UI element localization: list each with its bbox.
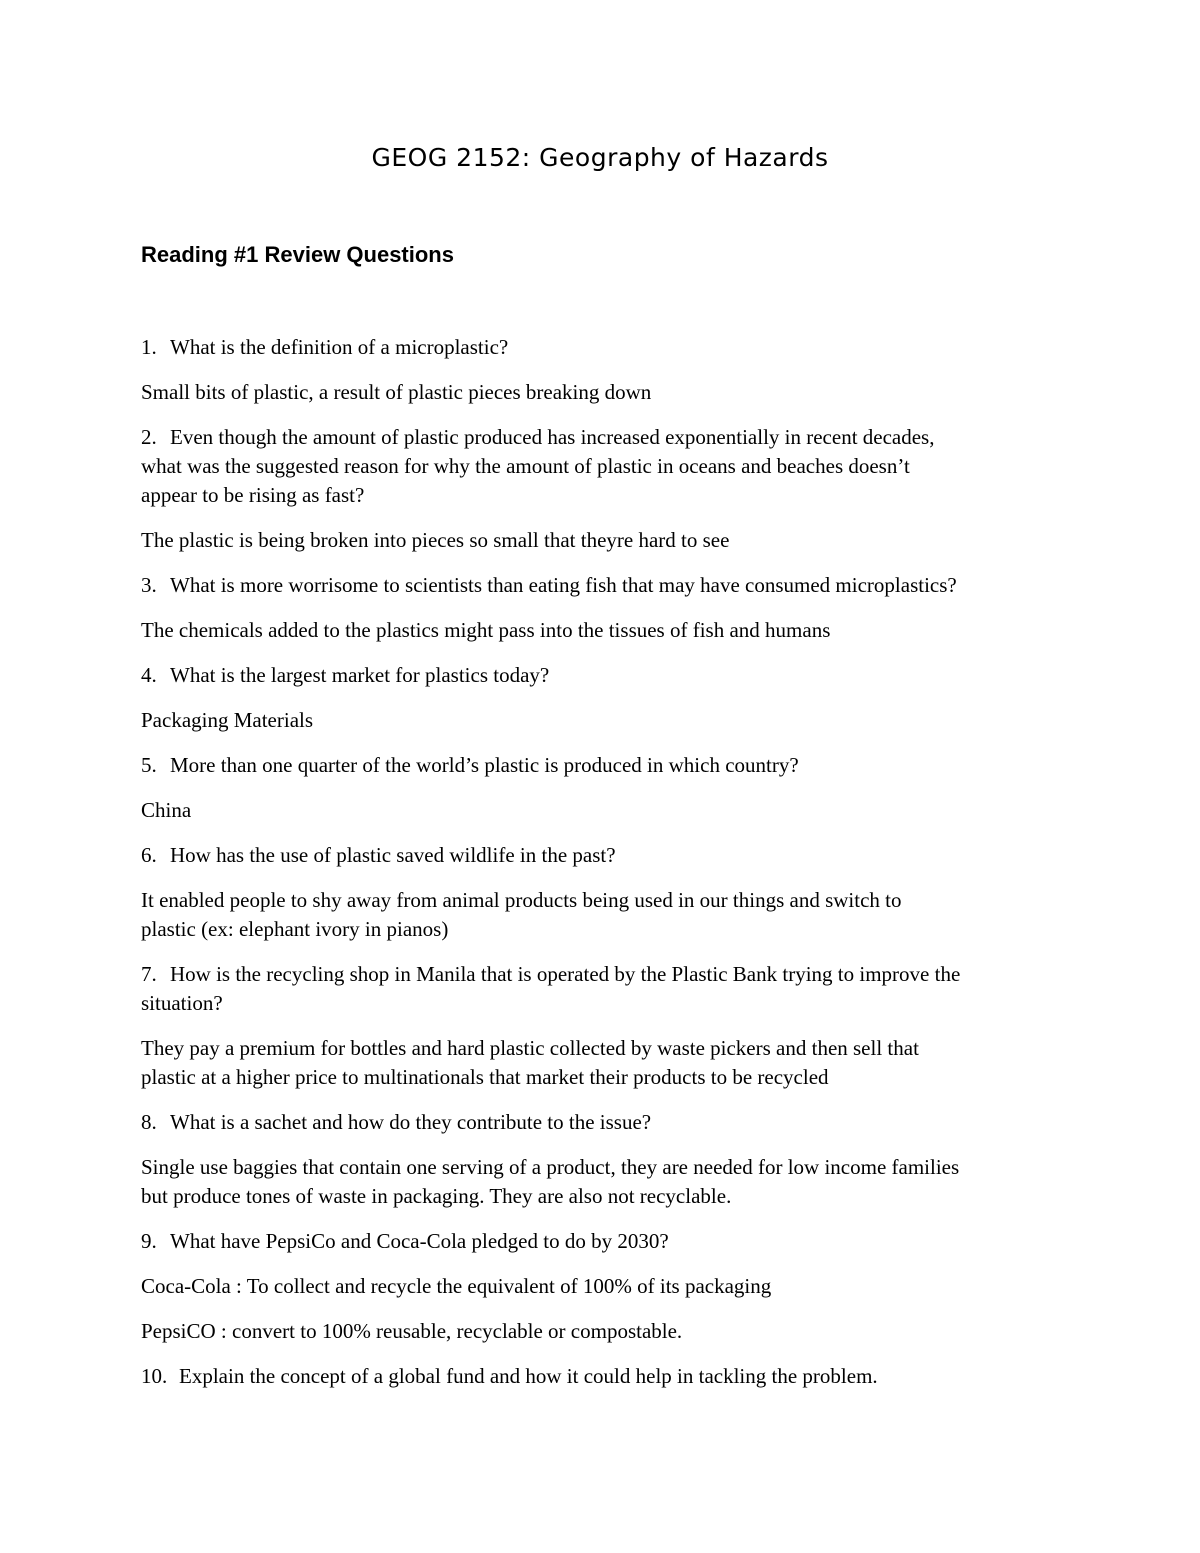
answer-5: China: [141, 798, 192, 822]
answer-6-line-2: plastic (ex: elephant ivory in pianos): [141, 917, 449, 941]
answer-7-line-1: They pay a premium for bottles and hard plastic collected by waste pickers and then sell that: [141, 1036, 919, 1060]
answer-8-line-1: Single use baggies that contain one serving of a product, they are needed for low income families: [141, 1155, 960, 1179]
question-text: What is the definition of a microplastic?: [170, 335, 509, 359]
answer-3: The chemicals added to the plastics might pass into the tissues of fish and humans: [141, 618, 831, 642]
question-text: How is the recycling shop in Manila that is operated by the Plastic Bank trying to improve the: [170, 962, 961, 986]
question-1: [141, 333, 1071, 362]
question-4: [141, 661, 1071, 690]
question-10: [141, 1362, 1071, 1391]
question-text: Explain the concept of a global fund and how it could help in tackling the problem.: [179, 1364, 878, 1388]
section-heading: Reading #1 Review Questions: [141, 242, 454, 267]
question-7-line-2: situation?: [141, 991, 223, 1015]
question-number: 7.: [141, 962, 157, 986]
document-title: GEOG 2152: Geography of Hazards: [371, 143, 829, 172]
answer-6-line-1: It enabled people to shy away from animal products being used in our things and switch to: [141, 888, 902, 912]
question-number: 9.: [141, 1229, 157, 1253]
question-2: [141, 423, 1071, 452]
question-number: 2.: [141, 425, 157, 449]
question-text: Even though the amount of plastic produced has increased exponentially in recent decades,: [170, 425, 935, 449]
answer-7-line-2: plastic at a higher price to multinationals that market their products to be recycled: [141, 1065, 829, 1089]
question-text: How has the use of plastic saved wildlife in the past?: [170, 843, 616, 867]
answer-2: The plastic is being broken into pieces so small that theyre hard to see: [141, 528, 730, 552]
question-7: [141, 960, 1071, 989]
question-number: 10.: [141, 1364, 168, 1388]
answer-1: Small bits of plastic, a result of plastic pieces breaking down: [141, 380, 652, 404]
question-number: 4.: [141, 663, 157, 687]
answer-4: Packaging Materials: [141, 708, 314, 732]
question-text: More than one quarter of the world’s plastic is produced in which country?: [170, 753, 799, 777]
question-2-line-2: what was the suggested reason for why the amount of plastic in oceans and beaches doesn’t: [141, 454, 910, 478]
question-text: What is a sachet and how do they contribute to the issue?: [170, 1110, 652, 1134]
answer-9-line-1: Coca-Cola : To collect and recycle the equivalent of 100% of its packaging: [141, 1274, 772, 1298]
question-3: [141, 571, 1071, 600]
answer-9-line-2: PepsiCO : convert to 100% reusable, recyclable or compostable.: [141, 1319, 683, 1343]
question-text: What is the largest market for plastics today?: [170, 663, 550, 687]
question-6: [141, 841, 1071, 870]
question-number: 8.: [141, 1110, 157, 1134]
question-number: 5.: [141, 753, 157, 777]
question-8: [141, 1108, 1071, 1137]
question-5: [141, 751, 1071, 780]
question-text: What have PepsiCo and Coca-Cola pledged to do by 2030?: [170, 1229, 669, 1253]
question-2-line-3: appear to be rising as fast?: [141, 483, 365, 507]
question-9: [141, 1227, 1071, 1256]
answer-8-line-2: but produce tones of waste in packaging. They are also not recyclable.: [141, 1184, 732, 1208]
question-number: 1.: [141, 335, 157, 359]
question-number: 3.: [141, 573, 157, 597]
question-text: What is more worrisome to scientists than eating fish that may have consumed microplastics?: [170, 573, 957, 597]
question-number: 6.: [141, 843, 157, 867]
